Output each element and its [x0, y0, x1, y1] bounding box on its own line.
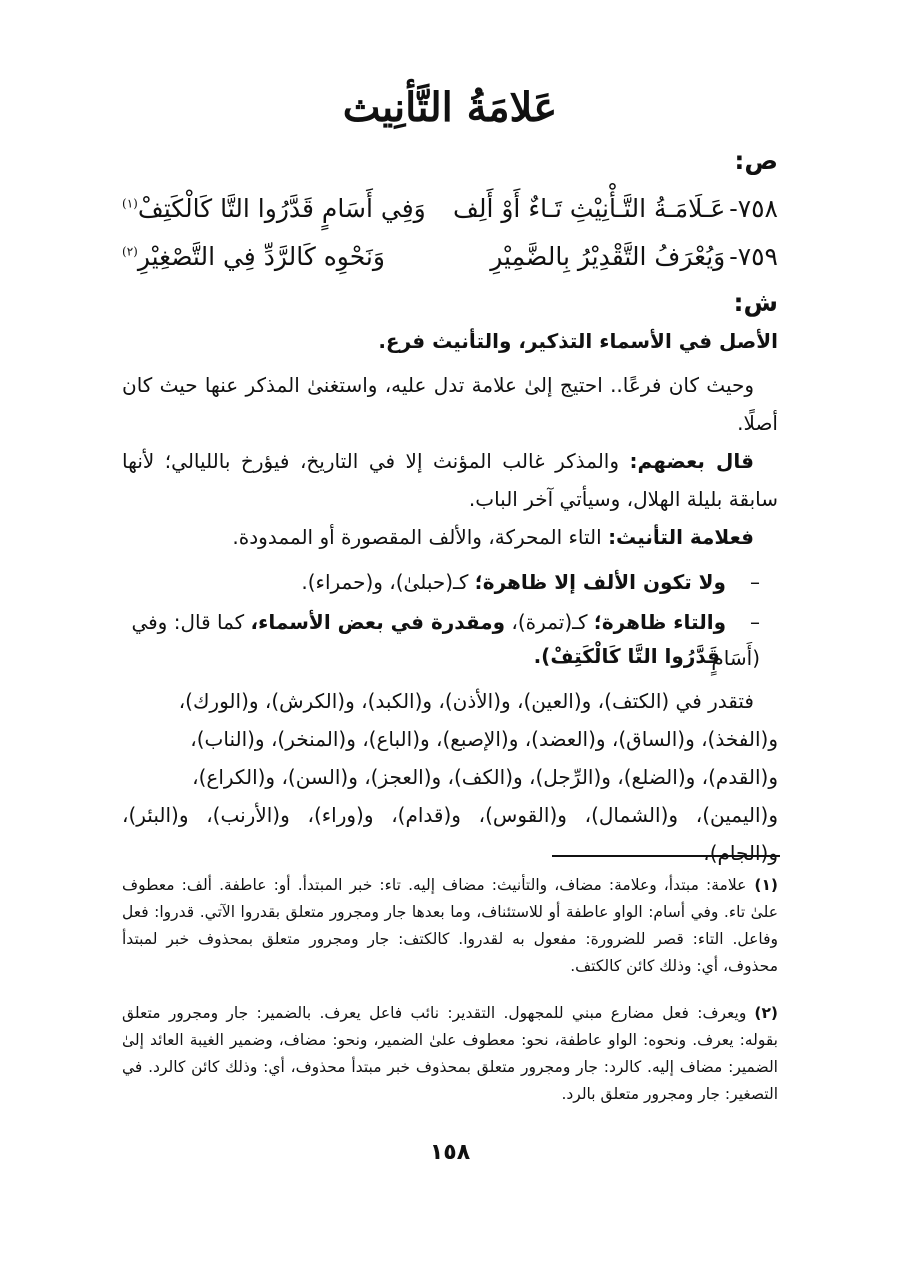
paragraph-2: وحيث كان فرعًا.. احتيج إلىٰ علامة تدل عليه، واستغنىٰ المذكر عنها حيث كان أصلًا. — [122, 373, 778, 435]
paragraph-4: فعلامة التأنيث: التاء المحركة، والألف المقصورة أو الممدودة. — [232, 525, 754, 549]
verse-758 — [122, 194, 778, 223]
footnote-divider — [552, 855, 780, 857]
verse-second-hemistich: وَنَحْوِه كَالرَّدِّ فِي التَّصْغِيْرِ$^{(٢)}$ — [122, 242, 385, 271]
verse-second-hemistich: وَفِي أَسَامٍ قَدَّرُوا التَّا كَالْكَتِفْ$^{(١)}$ — [122, 194, 426, 223]
bullet-1: –ولا تكون الألف إلا ظاهرة؛ كـ(حبلىٰ)، و(حمراء). — [301, 570, 760, 594]
footnote-1: (١)علامة: مبتدأ، وعلامة: مضاف، والتأنيث: مضاف إليه. تاء: خبر المبتدأ. أو: عاطفة. ألف: معطوف علىٰ تاء. وفي أسام: الواو عاطفة أو للاستئناف، وما بعدها جار ومجرور متعلق بقدروا الآتي. قدروا: فعل وفاعل. التاء: قصر للضرورة: مفعول به لقدروا. كالكتف: جار ومجرور متعلق بمحذوف خبر لمبتدأ محذوف، أي: وذلك كائن كالكتف. — [122, 876, 778, 975]
page-title: عَلامَةُ التَّأنِيث — [342, 84, 558, 131]
footnote-ref: (٢) — [122, 244, 138, 259]
page-number: ١٥٨ — [429, 1140, 471, 1165]
list-line-3: و(القدم)، و(الضلع)، و(الرِّجل)، و(الكف)، و(العجز)، و(السن)، و(الكراع)، — [192, 765, 778, 789]
paragraph-1: الأصل في الأسماء التذكير، والتأنيث فرع. — [378, 329, 778, 353]
footnote-2: (٢)ويعرف: فعل مضارع مبني للمجهول. التقدير: نائب فاعل يعرف. بالضمير: جار ومجرور متعلق بقوله: يعرف. ونحوه: الواو عاطفة، نحو: معطوف علىٰ الضمير، ونحو: مضاف، وضمير الغيبة العائد إلىٰ الضمير: مضاف إليه. كالرد: جار ومجرور متعلق بمحذوف خبر مبتدأ محذوف، أي: وذلك كائن كالرد. في التصغير: جار ومجرور متعلق بالرد. — [122, 1004, 778, 1103]
sharh-label: ش: — [733, 288, 778, 317]
footnote-ref: (١) — [122, 196, 138, 211]
list-line-2: و(الفخذ)، و(الساق)، و(العضد)، و(الإصبع)، و(الباع)، و(المنخر)، و(الناب)، — [190, 727, 778, 751]
bullet-2: –والتاء ظاهرة؛ كـ(تمرة)، ومقدرة في بعض الأسماء، كما قال: وفي (أَسَامٍ — [131, 610, 760, 670]
verse-first-hemistich: ٧٥٩-وَيُعْرَفُ التَّقْدِيْرُ بِالضَّمِيْرِ — [490, 242, 778, 271]
matn-label: ص: — [734, 146, 778, 175]
verse-759 — [122, 242, 778, 271]
verse-number: ٧٥٩- — [729, 242, 778, 271]
verse-first-hemistich: ٧٥٨-عَـلَامَـةُ التَّـأْنِيْثِ تَـاءٌ أَوْ أَلِف — [452, 194, 778, 223]
verse-number: ٧٥٨- — [729, 194, 778, 223]
list-line-4: و(اليمين)، و(الشمال)، و(القوس)، و(قدام)، و(وراء)، و(الأرنب)، و(البئر)، و(الجام)، — [122, 803, 778, 865]
list-line-1: فتقدر في (الكتف)، و(العين)، و(الأذن)، و(الكبد)، و(الكرش)، و(الورك)، — [178, 689, 754, 713]
paragraph-3: قال بعضهم: والمذكر غالب المؤنث إلا في التاريخ، فيؤرخ بالليالي؛ لأنها سابقة بليلة الهلال، وسيأتي آخر الباب. — [122, 449, 778, 511]
bullet-2-continuation: قَدَّرُوا التَّا كَالْكَتِفْ). — [533, 644, 720, 668]
